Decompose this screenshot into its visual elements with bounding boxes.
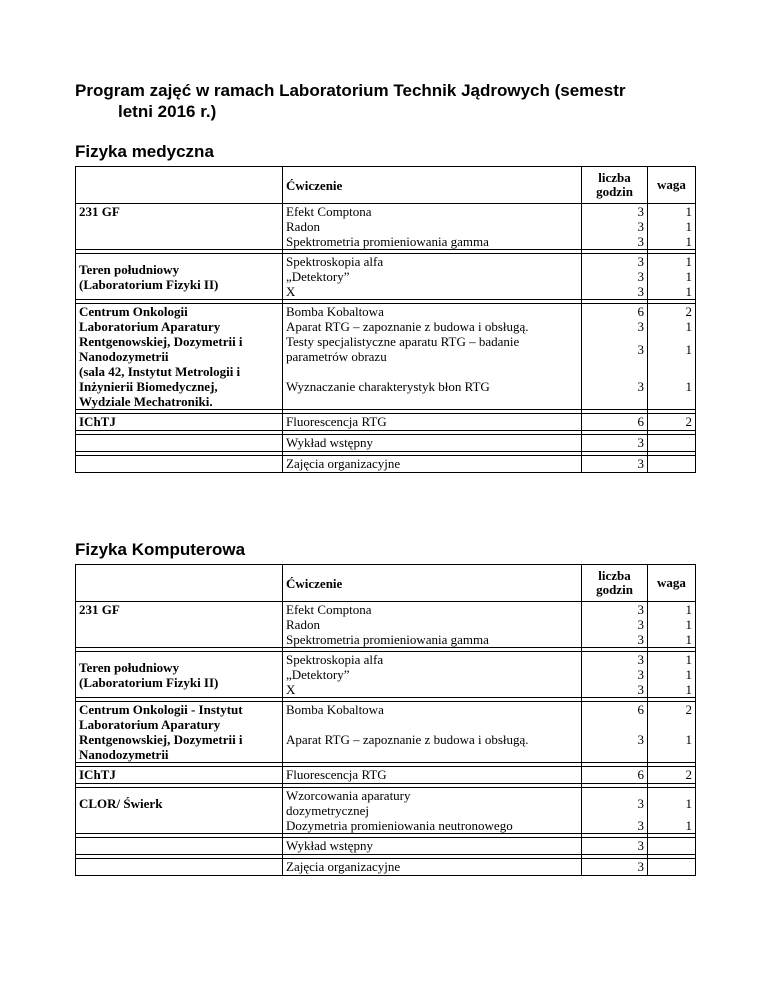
exercise-cell: Zajęcia organizacyjne <box>283 859 582 876</box>
hours-cell: 3 3 3 <box>582 254 648 300</box>
location-cell: Centrum Onkologii Laboratorium Aparatury Rentgenowskiej, Dozymetrii i Nanodozymetrii (sala 42, Instytut Metrologii i Inżynierii Biomedycznej, Wydziale Mechatroniki. <box>76 304 283 410</box>
table-row <box>76 602 696 648</box>
section-heading-fizyka-medyczna: Fizyka medyczna <box>75 142 214 161</box>
weight-cell <box>648 838 696 855</box>
hours-cell: 3 <box>582 435 648 452</box>
header-weight: waga <box>648 565 696 602</box>
table-row <box>76 788 696 834</box>
exercise-cell: Efekt Comptona Radon Spektrometria promieniowania gamma <box>283 204 582 250</box>
location-cell: 231 GF <box>76 602 283 648</box>
table-row <box>76 204 696 250</box>
table-row <box>76 456 696 473</box>
exercise-cell: Zajęcia organizacyjne <box>283 456 582 473</box>
header-hours: liczba godzin <box>582 565 648 602</box>
weight-cell: 2 1 <box>648 702 696 763</box>
table-row <box>76 767 696 784</box>
weight-cell: 1 1 <box>648 788 696 834</box>
exercise-cell: Bomba Kobaltowa Aparat RTG – zapoznanie z budowa i obsługą. Testy specjalistyczne aparatu RTG – badanie parametrów obrazu Wyznaczanie charakterystyk błon RTG <box>283 304 582 410</box>
weight-cell: 2 <box>648 767 696 784</box>
location-cell: Teren południowy (Laboratorium Fizyki II) <box>76 652 283 698</box>
document-title <box>75 80 695 122</box>
hours-cell: 6 3 <box>582 702 648 763</box>
exercise-cell: Wykład wstępny <box>283 435 582 452</box>
table-row <box>76 652 696 698</box>
header-hours: liczba godzin <box>582 167 648 204</box>
table-row <box>76 414 696 431</box>
location-cell: CLOR/ Świerk <box>76 788 283 834</box>
schedule-table-fizyka-komputerowa <box>75 564 696 876</box>
weight-cell <box>648 456 696 473</box>
exercise-cell: Wykład wstępny <box>283 838 582 855</box>
location-cell: Teren południowy (Laboratorium Fizyki II) <box>76 254 283 300</box>
weight-cell <box>648 435 696 452</box>
hours-cell: 3 3 3 <box>582 652 648 698</box>
exercise-cell: Spektroskopia alfa „Detektory” X <box>283 254 582 300</box>
hours-cell: 6 <box>582 767 648 784</box>
location-cell: IChTJ <box>76 414 283 431</box>
weight-cell: 1 1 1 <box>648 602 696 648</box>
exercise-cell: Bomba Kobaltowa Aparat RTG – zapoznanie z budowa i obsługą. <box>283 702 582 763</box>
hours-cell: 6 3 3 3 <box>582 304 648 410</box>
hours-cell: 3 3 3 <box>582 204 648 250</box>
header-exercise: Ćwiczenie <box>283 565 582 602</box>
section-heading-fizyka-komputerowa: Fizyka Komputerowa <box>75 540 246 559</box>
table-row <box>76 435 696 452</box>
hours-cell: 3 <box>582 859 648 876</box>
location-cell: Centrum Onkologii - Instytut Laboratorium Aparatury Rentgenowskiej, Dozymetrii i Nanodozymetrii <box>76 702 283 763</box>
exercise-cell: Fluorescencja RTG <box>283 414 582 431</box>
table-header-row <box>76 565 696 602</box>
header-weight: waga <box>648 167 696 204</box>
weight-cell: 2 1 1 1 <box>648 304 696 410</box>
hours-cell: 3 3 <box>582 788 648 834</box>
schedule-table-fizyka-medyczna <box>75 166 696 473</box>
hours-cell: 3 3 3 <box>582 602 648 648</box>
exercise-cell: Wzorcowania aparatury dozymetrycznej Dozymetria promieniowania neutronowego <box>283 788 582 834</box>
table-row <box>76 702 696 763</box>
hours-cell: 3 <box>582 838 648 855</box>
table-row <box>76 304 696 410</box>
exercise-cell: Spektroskopia alfa „Detektory” X <box>283 652 582 698</box>
hours-cell: 6 <box>582 414 648 431</box>
table-row <box>76 859 696 876</box>
weight-cell: 1 1 1 <box>648 204 696 250</box>
title-line-2: letni 2016 r.) <box>118 102 217 121</box>
exercise-cell: Efekt Comptona Radon Spektrometria promieniowania gamma <box>283 602 582 648</box>
table-header-row <box>76 167 696 204</box>
title-line-1: Program zajęć w ramach Laboratorium Technik Jądrowych (semestr <box>75 81 626 100</box>
exercise-cell: Fluorescencja RTG <box>283 767 582 784</box>
location-cell: 231 GF <box>76 204 283 250</box>
weight-cell: 2 <box>648 414 696 431</box>
weight-cell: 1 1 1 <box>648 254 696 300</box>
weight-cell <box>648 859 696 876</box>
hours-cell: 3 <box>582 456 648 473</box>
table-row <box>76 838 696 855</box>
table-row <box>76 254 696 300</box>
location-cell: IChTJ <box>76 767 283 784</box>
header-exercise: Ćwiczenie <box>283 167 582 204</box>
weight-cell: 1 1 1 <box>648 652 696 698</box>
